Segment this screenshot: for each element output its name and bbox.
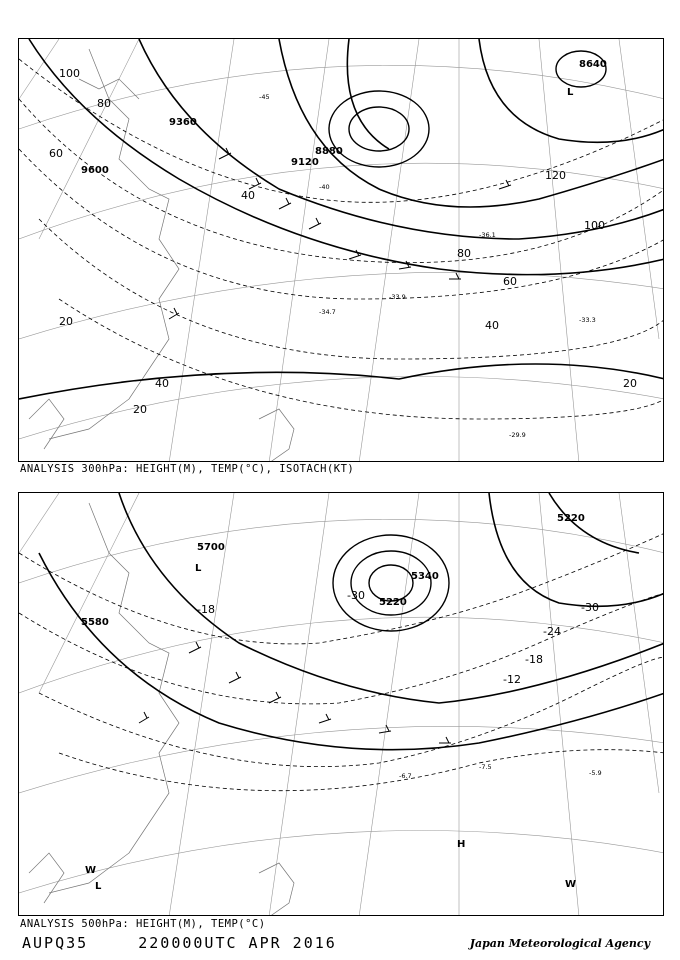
height-label-5340: 5340 bbox=[411, 571, 439, 582]
chart-id: AUPQ35 bbox=[22, 934, 89, 952]
temp-label: -33.3 bbox=[579, 316, 596, 324]
height-label-5220: 5220 bbox=[379, 597, 407, 608]
temp-label: -30 bbox=[581, 601, 599, 614]
temp-label: -24 bbox=[543, 625, 561, 638]
warm-center-label: W bbox=[85, 865, 97, 876]
isotach-label: 40 bbox=[155, 377, 169, 390]
temp-label: -30 bbox=[347, 589, 365, 602]
wind-barbs bbox=[169, 148, 511, 319]
agency-name: Japan Meteorological Agency bbox=[469, 937, 650, 950]
isotach-label: 80 bbox=[97, 97, 111, 110]
low-center-label: L bbox=[95, 881, 102, 892]
height-label-5580: 5580 bbox=[81, 617, 109, 628]
temp-label: -45 bbox=[259, 93, 270, 101]
height-label-8640: 8640 bbox=[579, 59, 607, 70]
temp-label: -40 bbox=[319, 183, 330, 191]
temp-label: -34.7 bbox=[319, 308, 336, 316]
height-contours bbox=[39, 493, 664, 750]
graticule-parallels bbox=[19, 519, 664, 893]
isotach-label: 40 bbox=[241, 189, 255, 202]
low-center-contours bbox=[333, 535, 449, 631]
low-center-label: L bbox=[567, 87, 574, 98]
height-label-8880: 8880 bbox=[315, 146, 343, 157]
height-label-9600: 9600 bbox=[81, 165, 109, 176]
isotach-label: 100 bbox=[59, 67, 80, 80]
map-300hpa-svg bbox=[19, 39, 664, 462]
temp-label: -5.9 bbox=[589, 769, 602, 777]
temp-label: -18 bbox=[525, 653, 543, 666]
isotach-label: 80 bbox=[457, 247, 471, 260]
temp-label: -6.7 bbox=[399, 772, 412, 780]
map-panel-500hpa bbox=[18, 492, 664, 916]
coastlines bbox=[29, 503, 294, 916]
temp-label: -12 bbox=[503, 673, 521, 686]
height-label-9120: 9120 bbox=[291, 157, 319, 168]
isotach-label: 120 bbox=[545, 169, 566, 182]
isotach-label: 100 bbox=[584, 219, 605, 232]
wind-barbs bbox=[139, 642, 451, 743]
height-label-5700: 5700 bbox=[197, 542, 225, 553]
isotach-label: 20 bbox=[59, 315, 73, 328]
temp-label: -7.5 bbox=[479, 763, 492, 771]
map-panel-300hpa bbox=[18, 38, 664, 462]
isotherms bbox=[19, 533, 664, 791]
temp-label: -18 bbox=[197, 603, 215, 616]
temp-label: -33.9 bbox=[389, 293, 406, 301]
isotach-label: 40 bbox=[485, 319, 499, 332]
low-center-label: L bbox=[195, 563, 202, 574]
chart-footer bbox=[22, 934, 337, 952]
height-label-5220: 5220 bbox=[557, 513, 585, 524]
warm-center-label: W bbox=[565, 879, 577, 890]
isotach-label: 20 bbox=[623, 377, 637, 390]
panel-500hpa-caption: ANALYSIS 500hPa: HEIGHT(M), TEMP(°C) bbox=[20, 918, 266, 930]
isotach-label: 60 bbox=[49, 147, 63, 160]
map-500hpa-svg bbox=[19, 493, 664, 916]
graticule-meridians bbox=[19, 39, 659, 462]
temp-label: -29.9 bbox=[509, 431, 526, 439]
panel-300hpa-caption: ANALYSIS 300hPa: HEIGHT(M), TEMP(°C), ISOTACH(KT) bbox=[20, 463, 355, 475]
valid-time: 220000UTC APR 2016 bbox=[138, 934, 337, 952]
high-center-label: H bbox=[457, 839, 466, 850]
low-center-contours bbox=[329, 51, 606, 167]
isotach-label: 20 bbox=[133, 403, 147, 416]
temp-label: -36.1 bbox=[479, 231, 496, 239]
graticule-meridians bbox=[19, 493, 659, 916]
isotach-label: 60 bbox=[503, 275, 517, 288]
height-label-9360: 9360 bbox=[169, 117, 197, 128]
